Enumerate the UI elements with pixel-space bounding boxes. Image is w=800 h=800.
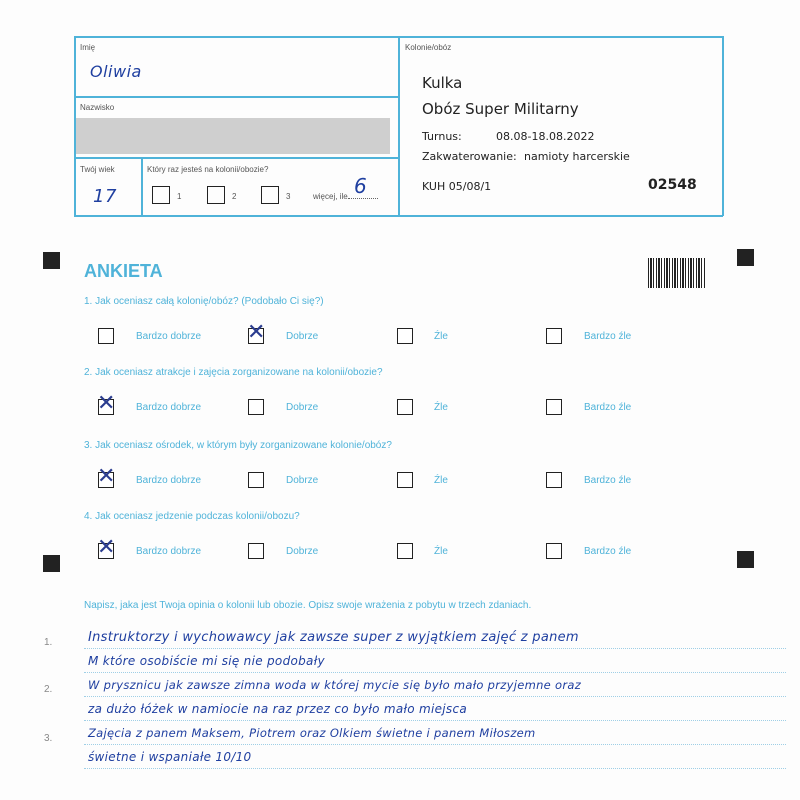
accom-value: namioty harcerskie <box>524 150 630 163</box>
opinion-text-3: W prysznicu jak zawsze zimna woda w której mycie się było mało przyjemne oraz <box>88 678 582 692</box>
opinion-line-1 <box>84 648 786 649</box>
question-4-option-4-checkbox[interactable] <box>546 543 562 559</box>
opinion-line-3 <box>84 696 786 697</box>
question-3-option-2-label: Dobrze <box>286 475 319 486</box>
opinion-text-1: Instruktorzy i wychowawcy jak zawsze super z wyjątkiem zajęć z panem <box>88 630 579 645</box>
camp-code: KUH 05/08/1 <box>422 180 492 193</box>
opinion-line-4 <box>84 720 786 721</box>
times-option-2-label: 2 <box>232 192 237 201</box>
question-4-option-2-label: Dobrze <box>286 546 319 557</box>
question-4-option-2-checkbox[interactable] <box>248 543 264 559</box>
question-2-option-3-checkbox[interactable] <box>397 399 413 415</box>
age-value: 17 <box>93 186 117 207</box>
check-mark-icon: ✕ <box>97 535 116 560</box>
accom-label: Zakwaterowanie: <box>422 150 517 163</box>
opinion-number-3: 3. <box>44 733 53 744</box>
opinion-line-6 <box>84 768 786 769</box>
camp-number: 02548 <box>648 177 697 193</box>
surname-redaction <box>76 118 390 154</box>
more-label: więcej, ile <box>313 192 348 201</box>
more-value: 6 <box>354 174 368 198</box>
question-2-option-3-label: Źle <box>434 402 448 413</box>
camp-title: Obóz Super Militarny <box>422 100 579 118</box>
question-1-option-2-label: Dobrze <box>286 331 319 342</box>
times-option-1-checkbox[interactable] <box>152 186 170 204</box>
question-2-option-2-label: Dobrze <box>286 402 319 413</box>
question-3-option-4-checkbox[interactable] <box>546 472 562 488</box>
question-3-option-3-label: Źle <box>434 475 448 486</box>
question-1-option-2-checkbox[interactable] <box>247 320 266 345</box>
check-mark-icon: ✕ <box>97 464 116 489</box>
registration-mark-mid-left <box>43 555 60 572</box>
camp-label: Kolonie/obóz <box>405 43 452 52</box>
check-mark-icon: ✕ <box>97 391 116 416</box>
opinion-number-2: 2. <box>44 684 53 695</box>
question-4-option-3-checkbox[interactable] <box>397 543 413 559</box>
question-3-option-3-checkbox[interactable] <box>397 472 413 488</box>
question-3-option-1-checkbox[interactable] <box>97 464 116 489</box>
question-4-option-1-checkbox[interactable] <box>97 535 116 560</box>
times-option-1-label: 1 <box>177 192 182 201</box>
question-3-text: 3. Jak oceniasz ośrodek, w którym były zorganizowane kolonie/obóz? <box>84 440 392 451</box>
question-2-text: 2. Jak oceniasz atrakcje i zajęcia zorganizowane na kolonii/obozie? <box>84 367 383 378</box>
opinion-text-5: Zajęcia z panem Maksem, Piotrem oraz Olkiem świetne i panem Miłoszem <box>88 726 536 740</box>
question-2-option-1-label: Bardzo dobrze <box>136 402 202 413</box>
camp-name: Kulka <box>422 74 463 92</box>
question-1-option-4-checkbox[interactable] <box>546 328 562 344</box>
turnus-label: Turnus: <box>422 130 462 143</box>
question-3-option-4-label: Bardzo źle <box>584 475 632 486</box>
question-1-option-1-label: Bardzo dobrze <box>136 331 202 342</box>
question-4-option-4-label: Bardzo źle <box>584 546 632 557</box>
question-1-option-3-label: Źle <box>434 331 448 342</box>
opinion-number-1: 1. <box>44 637 53 648</box>
registration-mark-mid-right <box>737 551 754 568</box>
question-1-option-4-label: Bardzo źle <box>584 331 632 342</box>
times-label: Który raz jesteś na kolonii/obozie? <box>147 165 269 174</box>
survey-title: ANKIETA <box>84 261 163 281</box>
opinion-prompt: Napisz, jaka jest Twoja opinia o kolonii lub obozie. Opisz swoje wrażenia z pobytu w trzech zdaniach. <box>84 600 532 611</box>
registration-mark-top-left <box>43 252 60 269</box>
question-3-option-2-checkbox[interactable] <box>248 472 264 488</box>
opinion-line-5 <box>84 744 786 745</box>
name-label: Imię <box>80 43 96 52</box>
times-option-2-checkbox[interactable] <box>207 186 225 204</box>
opinion-line-2 <box>84 672 786 673</box>
barcode <box>648 258 706 288</box>
question-1-option-3-checkbox[interactable] <box>397 328 413 344</box>
age-label: Twój wiek <box>80 165 115 174</box>
question-4-option-3-label: Źle <box>434 546 448 557</box>
times-option-3-checkbox[interactable] <box>261 186 279 204</box>
opinion-text-2: M które osobiście mi się nie podobały <box>88 654 325 668</box>
question-1-option-1-checkbox[interactable] <box>98 328 114 344</box>
question-4-option-1-label: Bardzo dobrze <box>136 546 202 557</box>
question-2-option-2-checkbox[interactable] <box>248 399 264 415</box>
more-field-line <box>348 198 378 199</box>
opinion-text-4: za dużo łóżek w namiocie na raz przez co było mało miejsca <box>88 702 468 716</box>
turnus-value: 08.08-18.08.2022 <box>496 130 595 143</box>
question-3-option-1-label: Bardzo dobrze <box>136 475 202 486</box>
name-value: Oliwia <box>90 62 142 81</box>
registration-mark-top-right <box>737 249 754 266</box>
times-option-3-label: 3 <box>286 192 291 201</box>
surname-label: Nazwisko <box>80 103 115 112</box>
question-2-option-1-checkbox[interactable] <box>97 391 116 416</box>
opinion-text-6: świetne i wspaniałe 10/10 <box>88 750 252 764</box>
check-mark-icon: ✕ <box>247 320 266 345</box>
question-2-option-4-label: Bardzo źle <box>584 402 632 413</box>
question-4-text: 4. Jak oceniasz jedzenie podczas kolonii/obozu? <box>84 511 300 522</box>
question-2-option-4-checkbox[interactable] <box>546 399 562 415</box>
question-1-text: 1. Jak oceniasz całą kolonię/obóz? (Podobało Ci się?) <box>84 296 324 307</box>
